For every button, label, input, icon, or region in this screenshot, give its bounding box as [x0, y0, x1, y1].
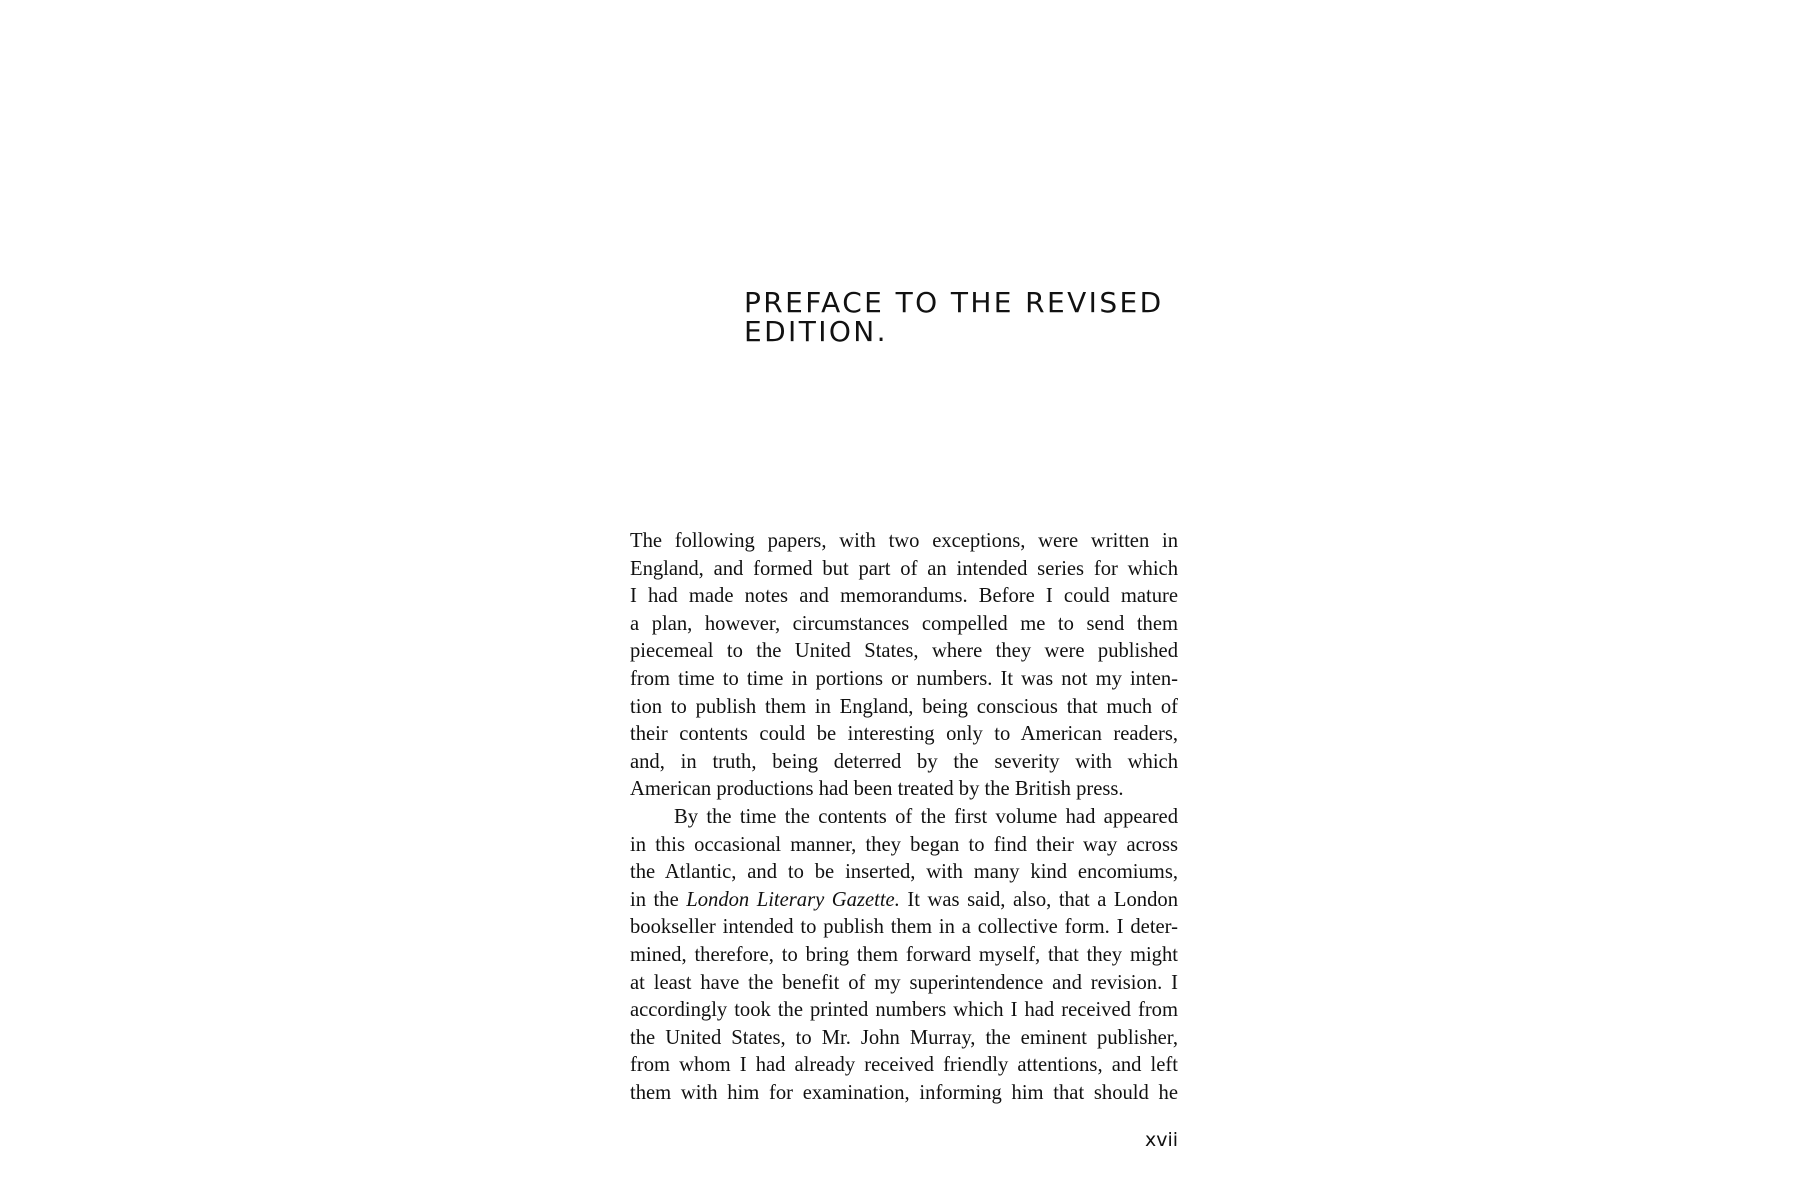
- body-text: [630, 528, 1178, 1107]
- text-line: at least have the benefit of my superintendence and revision. I: [630, 971, 1178, 994]
- text-line: England, and formed but part of an intended series for which: [630, 557, 1178, 580]
- text-line: By the time the contents of the first volume had appeared: [674, 805, 1178, 828]
- text-fragment: in the: [630, 888, 687, 911]
- text-line: a plan, however, circumstances compelled me to send them: [630, 612, 1178, 635]
- italic-publication-title: London Literary Gazette.: [686, 888, 900, 911]
- chapter-title-line-1: PREFACE TO THE REVISED: [744, 286, 1164, 319]
- text-line: their contents could be interesting only to American readers,: [630, 723, 1178, 746]
- text-line: in this occasional manner, they began to find their way across: [630, 833, 1178, 856]
- text-line: bookseller intended to publish them in a collective form. I deter-: [630, 916, 1178, 939]
- page-number: xvii: [1144, 1129, 1178, 1151]
- text-line: the United States, to Mr. John Murray, the eminent publisher,: [630, 1026, 1178, 1049]
- text-line: I had made notes and memorandums. Before I could mature: [630, 585, 1178, 608]
- text-line: them with him for examination, informing him that should he: [630, 1081, 1178, 1104]
- text-line: and, in truth, being deterred by the severity with which: [630, 750, 1178, 773]
- text-line: American productions had been treated by the British press.: [630, 778, 1124, 801]
- text-line: mined, therefore, to bring them forward myself, that they might: [630, 943, 1178, 966]
- text-line: the Atlantic, and to be inserted, with many kind encomiums,: [630, 861, 1178, 884]
- text-line: [630, 887, 1178, 915]
- chapter-title: [744, 288, 1204, 346]
- text-line: tion to publish them in England, being conscious that much of: [630, 695, 1178, 718]
- text-fragment: It was said, also, that a London: [899, 888, 1178, 911]
- text-line: from time to time in portions or numbers. It was not my inten-: [630, 667, 1178, 690]
- text-line: piecemeal to the United States, where they were published: [630, 640, 1178, 663]
- chapter-title-line-2: EDITION.: [744, 315, 888, 348]
- text-line: The following papers, with two exceptions, were written in: [630, 530, 1178, 552]
- text-line: accordingly took the printed numbers which I had received from: [630, 999, 1178, 1022]
- text-line: from whom I had already received friendly attentions, and left: [630, 1054, 1178, 1077]
